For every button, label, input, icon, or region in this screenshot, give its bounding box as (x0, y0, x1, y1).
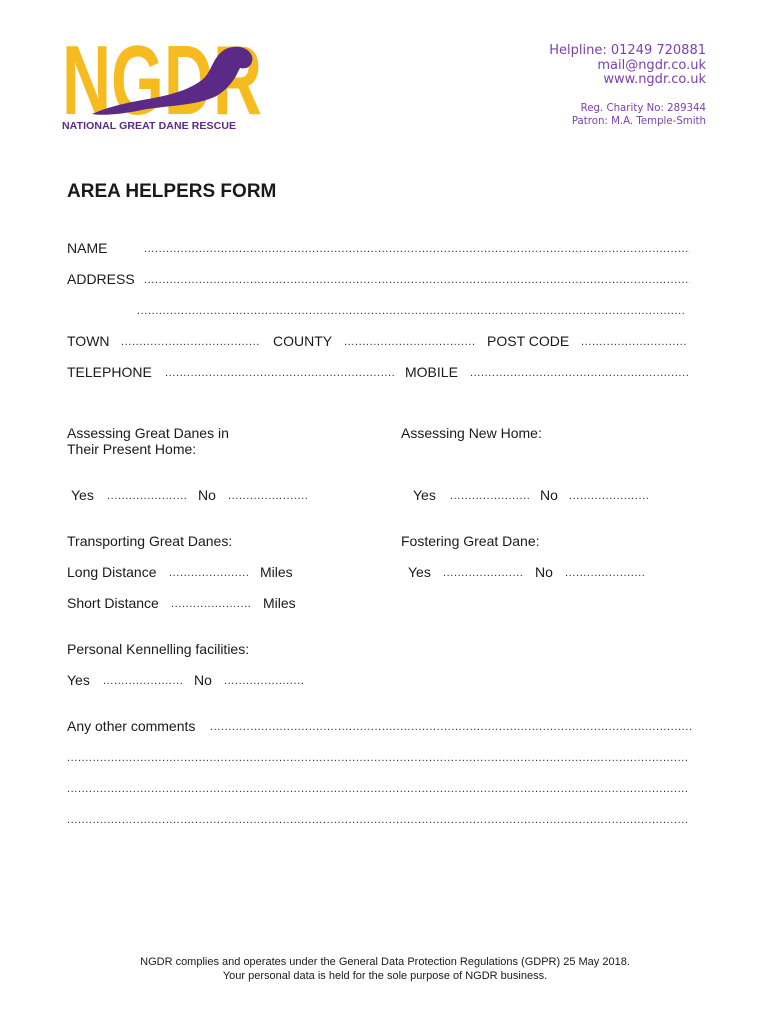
town-label: TOWN (67, 333, 110, 349)
name-label: NAME (67, 240, 108, 256)
fostering-yes-label: Yes (408, 564, 431, 580)
contact-block (549, 44, 706, 88)
postcode-label: POST CODE (487, 333, 570, 349)
assessing-new-heading: Assessing New Home: (401, 425, 542, 441)
assessing-new-no-label: No (540, 487, 558, 503)
charity-number: Reg. Charity No: 289344 (580, 103, 706, 114)
fostering-yes-field[interactable] (443, 566, 523, 580)
great-dane-logo-icon (62, 36, 264, 122)
comments-field-line3[interactable] (67, 782, 688, 796)
mobile-label: MOBILE (405, 364, 458, 380)
assessing-present-yes-field[interactable] (107, 489, 187, 503)
address-field-line2[interactable] (137, 304, 685, 318)
town-field[interactable] (121, 335, 260, 349)
helpline: Helpline: 01249 720881 (549, 43, 706, 58)
email-link[interactable]: mail@ngdr.co.uk (597, 57, 706, 73)
short-distance-miles-label: Miles (263, 595, 296, 611)
assessing-present-line1: Assessing Great Danes in (67, 425, 229, 441)
kennelling-no-field[interactable] (224, 674, 304, 688)
short-distance-field[interactable] (171, 597, 252, 611)
gdpr-line1: NGDR complies and operates under the General Data Protection Regulations (GDPR) 25 May 2018. (140, 956, 630, 968)
telephone-field[interactable] (165, 366, 394, 380)
postcode-field[interactable] (581, 335, 686, 349)
website-link[interactable]: www.ngdr.co.uk (603, 72, 706, 88)
assessing-present-heading (67, 425, 229, 457)
gdpr-line2: Your personal data is held for the sole purpose of NGDR business. (222, 970, 548, 982)
comments-label: Any other comments (67, 718, 196, 734)
address-field-line1[interactable] (144, 273, 690, 287)
assessing-present-yes-label: Yes (71, 487, 94, 503)
long-distance-label: Long Distance (67, 564, 157, 580)
kennelling-heading: Personal Kennelling facilities: (67, 641, 250, 657)
kennelling-no-label: No (194, 672, 212, 688)
address-label: ADDRESS (67, 271, 135, 287)
assessing-present-no-label: No (198, 487, 216, 503)
page-title: AREA HELPERS FORM (67, 181, 277, 202)
gdpr-footer (0, 955, 770, 983)
long-distance-miles-label: Miles (260, 564, 293, 580)
comments-field-line4[interactable] (67, 813, 688, 827)
fostering-heading: Fostering Great Dane: (401, 533, 540, 549)
mobile-field[interactable] (470, 366, 690, 380)
assessing-present-no-field[interactable] (228, 489, 308, 503)
comments-field-line1[interactable] (210, 720, 692, 734)
county-label: COUNTY (273, 333, 333, 349)
name-field[interactable] (144, 242, 690, 256)
short-distance-label: Short Distance (67, 595, 159, 611)
county-field[interactable] (344, 335, 475, 349)
fostering-no-label: No (535, 564, 553, 580)
kennelling-yes-field[interactable] (103, 674, 183, 688)
long-distance-field[interactable] (169, 566, 249, 580)
assessing-new-yes-field[interactable] (450, 489, 530, 503)
patron: Patron: M.A. Temple-Smith (571, 116, 706, 127)
telephone-label: TELEPHONE (67, 364, 152, 380)
comments-field-line2[interactable] (67, 751, 688, 765)
assessing-new-no-field[interactable] (569, 489, 650, 503)
assessing-present-line2: Their Present Home: (67, 441, 197, 457)
charity-block (572, 102, 706, 128)
logo-lettering: NGDR (62, 36, 262, 122)
kennelling-yes-label: Yes (67, 672, 90, 688)
fostering-no-field[interactable] (565, 566, 646, 580)
assessing-new-yes-label: Yes (413, 487, 436, 503)
transporting-heading: Transporting Great Danes: (67, 533, 233, 549)
logo-subtitle: NATIONAL GREAT DANE RESCUE (62, 120, 237, 132)
